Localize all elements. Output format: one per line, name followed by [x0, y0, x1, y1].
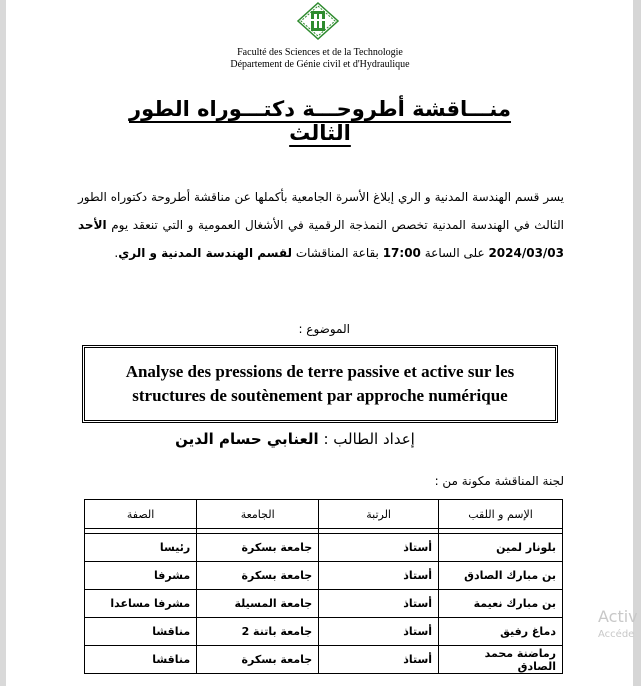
announcement-end: . — [114, 246, 119, 260]
student-line — [150, 430, 440, 448]
member-rank: أستاذ — [319, 590, 439, 618]
table-row — [85, 534, 563, 562]
member-rank: أستاذ — [319, 646, 439, 674]
member-university: جامعة المسيلة — [197, 590, 319, 618]
defense-day: الأحد — [78, 218, 107, 232]
member-role: رئيسا — [85, 534, 197, 562]
department-name: Département de Génie civil et d'Hydraulique — [230, 59, 410, 70]
table-row — [85, 618, 563, 646]
committee-label: لجنة المناقشة مكونة من : — [434, 474, 564, 488]
member-name: دماغ رفيق — [439, 618, 563, 646]
member-role: مناقشا — [85, 646, 197, 674]
university-logo-icon — [297, 2, 339, 40]
member-role: مشرفا — [85, 562, 197, 590]
member-role: مشرفا مساعدا — [85, 590, 197, 618]
defense-time: 17:00 — [382, 246, 421, 260]
jury-table — [84, 499, 563, 674]
header-university: الجامعة — [197, 500, 319, 529]
announcement-paragraph — [78, 183, 564, 267]
header-name: الإسم و اللقب — [439, 500, 563, 529]
defense-date: 2024/03/03 — [488, 246, 564, 260]
announcement-text-1: يسر قسم الهندسة المدنية و الري إبلاغ الأسرة الجامعية بأكملها عن مناقشة أطروحة دكتوراه الطور الثالث في الهندسة المدنية تخصص النمذجة الرقمية في الأشغال العمومية و التي تنعقد يوم — [78, 190, 564, 232]
member-role: مناقشا — [85, 618, 197, 646]
member-rank: أستاذ — [319, 618, 439, 646]
subject-box — [82, 345, 558, 423]
activation-watermark — [598, 608, 638, 644]
right-scrollbar-area — [633, 0, 641, 686]
member-university: جامعة باتنة 2 — [197, 618, 319, 646]
table-header-row — [85, 500, 563, 529]
header-role: الصفة — [85, 500, 197, 529]
member-university: جامعة بسكرة — [197, 646, 319, 674]
member-rank: أستاذ — [319, 562, 439, 590]
table-row — [85, 590, 563, 618]
left-margin — [0, 0, 6, 686]
defense-place: لقسم الهندسة المدنية و الري — [118, 246, 292, 260]
member-university: جامعة بسكرة — [197, 562, 319, 590]
member-university: جامعة بسكرة — [197, 534, 319, 562]
member-name: بن مبارك الصادق — [439, 562, 563, 590]
faculty-name: Faculté des Sciences et de la Technologie — [237, 47, 403, 58]
student-label: إعداد الطالب : — [318, 430, 415, 448]
student-name: العنابي حسام الدين — [175, 430, 319, 448]
watermark-line-1: Activ — [598, 607, 638, 626]
subject-label: الموضوع : — [298, 322, 350, 336]
member-name: بن مبارك نعيمة — [439, 590, 563, 618]
thesis-subject: Analyse des pressions de terre passive et active sur les structures de soutènement par approche numérique — [125, 362, 515, 405]
table-row — [85, 646, 563, 674]
member-name: بلونار لمين — [439, 534, 563, 562]
watermark-line-2: Accéde — [598, 629, 635, 640]
table-row — [85, 562, 563, 590]
announcement-text-3: بقاعة المناقشات — [292, 246, 383, 260]
header-rank: الرتبة — [319, 500, 439, 529]
announcement-text-2: على الساعة — [420, 246, 489, 260]
member-name: رماضنة محمد الصادق — [439, 646, 563, 674]
member-rank: أستاذ — [319, 534, 439, 562]
page-title: منـــاقشة أطروحـــة دكتـــوراه الطور الثالث — [128, 97, 512, 145]
